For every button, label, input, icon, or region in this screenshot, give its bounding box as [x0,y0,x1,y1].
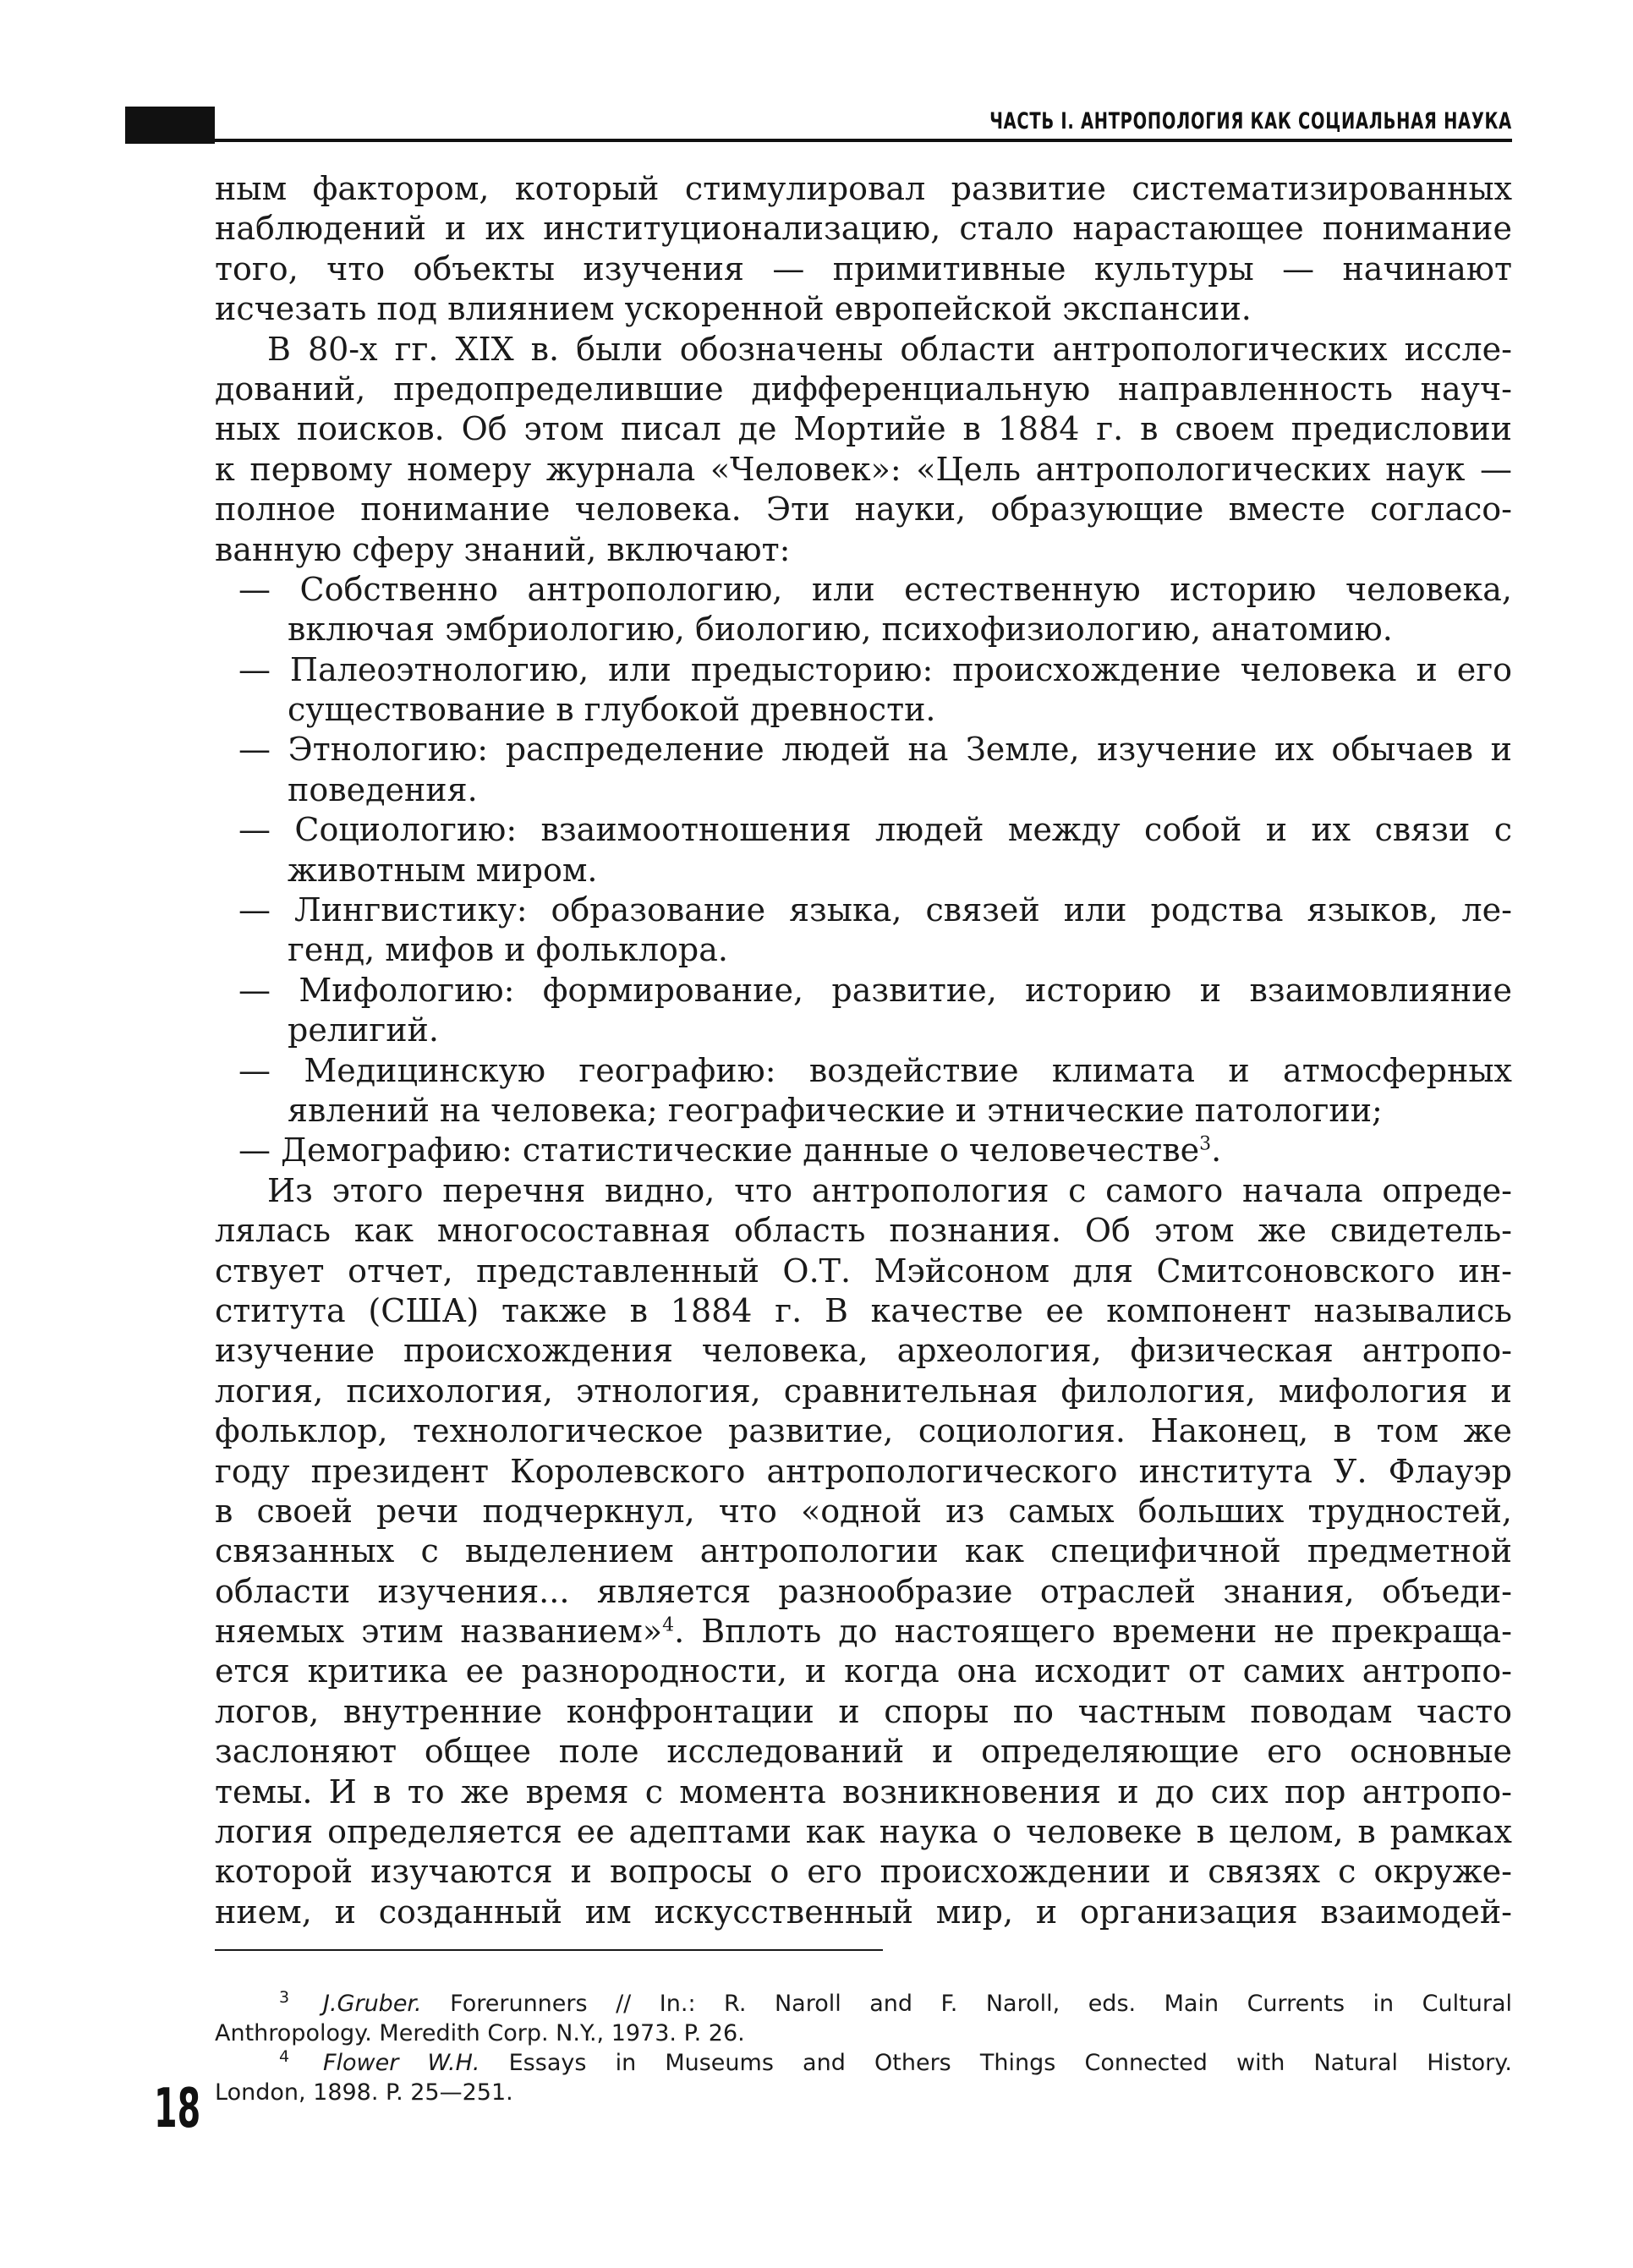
header-rule [125,139,1512,142]
footnotes [215,1989,1512,2107]
list-item: — Мифологию: формирование, развитие, историю и взаимовлияние [238,971,1512,1009]
text-line: логия определяется ее адептами как наука о человеке в целом, в рамках [215,1813,1512,1851]
text-line: в своей речи подчеркнул, что «одной из самых больших трудностей, [215,1492,1512,1530]
text-line: ститута (США) также в 1884 г. В качестве ее компонент назывались [215,1291,1512,1329]
list-item-continuation: включая эмбриологию, биологию, психофизиологию, анатомию. [288,611,1393,649]
footnote-text: Essays in Museums and Others Things Connected with Natural History. [479,2050,1512,2076]
list-item-continuation: поведения. [288,770,478,808]
list-item: — Лингвистику: образование языка, связей или родства языков, ле- [238,891,1512,929]
list-item-continuation: генд, мифов и фольклора. [288,931,728,969]
text-line: Из этого перечня видно, что антропология с самого начала опреде- [267,1171,1512,1209]
text-line: фольклор, технологическое развитие, социология. Наконец, в том же [215,1412,1512,1450]
text-segment: няемых этим названием» [215,1613,663,1651]
list-item: — Собственно антропологию, или естественную историю человека, [238,570,1512,608]
text-line: наблюдений и их институционализацию, стало нарастающее понимание [215,210,1512,248]
list-item: — Этнологию: распределение людей на Земле, изучение их обычаев и [238,731,1512,769]
footnote-author: J.Gruber. [323,1991,422,2017]
text-line: логия, психология, этнология, сравнительная филология, мифология и [215,1372,1512,1410]
text-line: ных поисков. Об этом писал де Мортийе в 1884 г. в своем предисловии [215,410,1512,448]
text-line [215,1612,1512,1652]
text-line: того, что объекты изучения — примитивные культуры — начинают [215,249,1512,288]
footnote-ref[interactable]: 4 [662,1614,675,1636]
text-line: исчезать под влиянием ускоренной европейской экспансии. [215,290,1252,328]
text-line: логов, внутренние конфронтации и споры по частным поводам часто [215,1692,1512,1730]
list-item: — Социологию: взаимоотношения людей между собой и их связи с [238,811,1512,849]
text-line: области изучения... является разнообразие отраслей знания, объеди- [215,1572,1512,1610]
text-line: к первому номеру журнала «Человек»: «Цель антропологических наук — [215,450,1512,488]
text-line: ется критика ее разнородности, и когда она исходит от самих антропо- [215,1652,1512,1690]
list-item: — Палеоэтнологию, или предысторию: происхождение человека и его [238,650,1512,688]
footnote-text: Forerunners // In.: R. Naroll and F. Naroll, eds. Main Currents in Cultural [421,1991,1512,2017]
page-number: 18 [154,2078,201,2140]
text-line: полное понимание человека. Эти науки, образующие вместе согласо- [215,490,1512,529]
list-item-continuation: религий. [288,1011,439,1049]
footnote-text-continuation: London, 1898. P. 25—251. [215,2079,513,2106]
text-line: ствует отчет, представленный О.Т. Мэйсоном для Смитсоновского ин- [215,1252,1512,1290]
list-item: — Медицинскую географию: воздействие климата и атмосферных [238,1051,1512,1089]
footnote-separator [215,1949,883,1951]
text-line: темы. И в то же время с момента возникновения и до сих пор антропо- [215,1772,1512,1811]
footnote-ref[interactable]: 3 [1199,1133,1212,1155]
body-text [215,169,1512,1932]
text-line: лялась как многосоставная область познания. Об этом же свидетель- [215,1212,1512,1250]
text-line: заслоняют общее поле исследований и определяющие его основные [215,1733,1512,1771]
list-item-continuation: существование в глубокой древности. [288,691,936,729]
text-line: связанных с выделением антропологии как специфичной предметной [215,1532,1512,1570]
list-item-end: . [1211,1131,1222,1170]
text-line: дований, предопределившие дифференциальную направленность науч- [215,370,1512,408]
text-line: изучение происхождения человека, археология, физическая антропо- [215,1332,1512,1370]
text-line: году президент Королевского антропологического института У. Флауэр [215,1452,1512,1490]
list-item-text: — Демографию: статистические данные о человечестве [238,1131,1200,1170]
text-segment: . Вплоть до настоящего времени не прекраща- [674,1613,1512,1651]
list-item-continuation: явлений на человека; географические и этнические патологии; [288,1091,1383,1129]
list-item [215,1131,1512,1170]
footnote-author: Flower W.H. [323,2050,480,2076]
footnote-text-continuation: Anthropology. Meredith Corp. N.Y., 1973. P. 26. [215,2020,745,2046]
text-line: ванную сферу знаний, включают: [215,530,791,568]
text-line: нием, и созданный им искусственный мир, и организация взаимодей- [215,1893,1512,1931]
text-line: которой изучаются и вопросы о его происхождении и связях с окруже- [215,1853,1512,1891]
text-line: ным фактором, который стимулировал развитие систематизированных [215,170,1512,207]
running-head: ЧАСТЬ I. АНТРОПОЛОГИЯ КАК СОЦИАЛЬНАЯ НАУКА [989,108,1512,134]
list-item-continuation: животным миром. [288,851,598,889]
footnote-4: 4 Flower W.H. Essays in Museums and Others Things Connected with Natural History. [279,2047,1512,2076]
text-line: В 80-х гг. XIX в. были обозначены области антропологических иссле- [267,330,1512,368]
footnote-3: 3 J.Gruber. Forerunners // In.: R. Naroll and F. Naroll, eds. Main Currents in Cultural [279,1988,1512,2017]
